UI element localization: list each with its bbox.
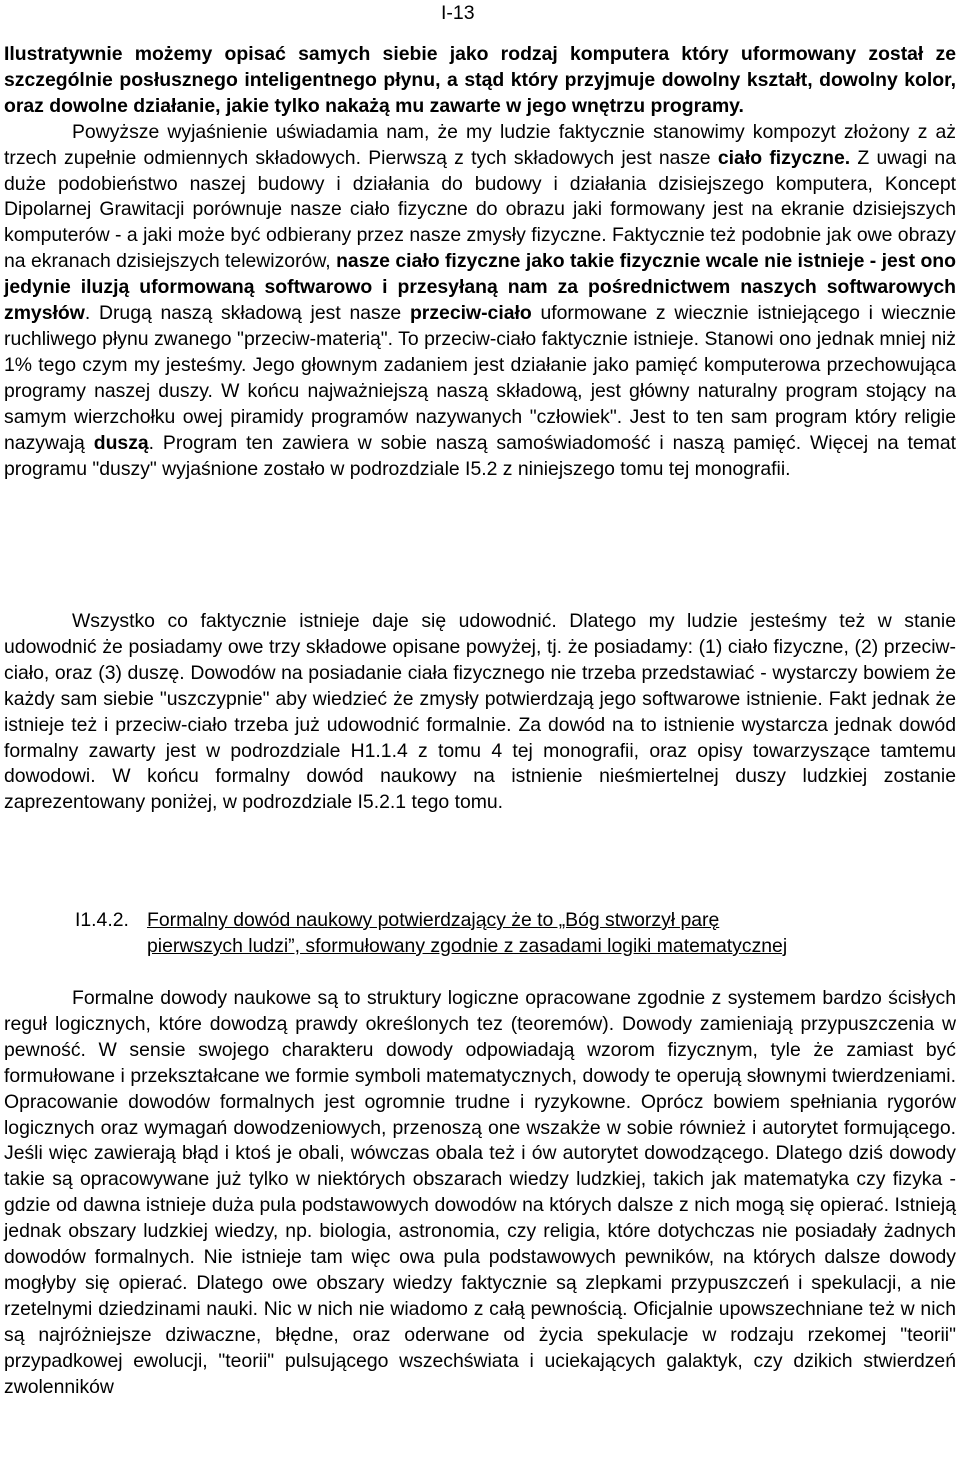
paragraph-illustrative	[4, 42, 956, 120]
section-heading	[75, 907, 955, 959]
paragraph-body	[4, 986, 956, 1401]
paragraph-formal-proofs	[4, 986, 956, 1401]
paragraph-intro	[4, 42, 956, 482]
text-counter-matter: uformowane z wiecznie istniejącego i wiecznie ruchliwego płynu zwanego "przeciw-materią". To przeciw-ciało faktycznie istnieje. Stanowi ono jednak mniej niż 1% tego czym my jesteśmy. Jego głownym zadaniem jest działanie jako pamięć komputerowa przechowująca programy naszej duszy. W końcu najważniejszą naszą składową, jest główny naturalny program stojący na samym wierzchołku owej piramidy programów nazywanych "człowiek". Jest to ten sam program który religie nazywają	[4, 302, 956, 454]
text-composite: Powyższe wyjaśnienie uświadamia nam, że my ludzie faktycznie stanowimy kompozyt złożony z aż trzech zupełnie odmiennych składowych. Pierwszą z tych składowych jest nasze	[4, 120, 956, 169]
section-number: I1.4.2.	[75, 909, 129, 931]
text-soul-program: . Program ten zawiera w sobie naszą samoświadomość i naszą pamięć. Więcej na temat programu "duszy" wyjaśnione zostało w podrozdziale I5.2 z niniejszego tomu tej monografii.	[4, 431, 956, 480]
text-formal-proofs: Formalne dowody naukowe są to struktury logiczne opracowane zgodnie z systemem bardzo ścisłych reguł logicznych, które dowodzą prawdy określonych tez (teoremów). Dowody zamieniają przypuszczenia w pewność. W sensie swojego charakteru dowody odpowiadają wzorom fizycznym, tyle że zamiast być formułowane i przekształcane we formie symboli matematycznych, dowody te operują słownymi twierdzeniami. Opracowanie dowodów formalnych jest ogromnie trudne i ryzykowne. Oprócz bowiem spełniania rygorów logicznych oraz wymagań dowodzeniowych, przenoszą one wszakże w sobie również i autorytet formującego. Jeśli więc zawierają błąd i ktoś je obali, wówczas obala też i ów autorytet dowodzącego. Dlatego dziś dowody takie są opracowywane już tylko w niektórych obszarach wiedzy ludzkiej, takich jak matematyka czy fizyka - gdzie od dawna istnieje duża pula podstawowych dowodów na których dalsze z nich mogą się opierać. Istnieją jednak obszary ludzkiej wiedzy, np. biologia, astronomia, czy religia, które dotychczas nie posiadały żadnych dowodów formalnych. Nie istnieje tam więc owa pula podstawowych pewników, na których dalsze dowody mogłyby się opierać. Dlatego owe obszary wiedzy faktycznie są zlepkami przypuszczeń i spekulacji, a nie rzetelnymi dziedzinami nauki. Nic w nich nie wiadomo z całą pewnością. Oficjalnie upowszechniane też w nich są najróżniejsze dziwaczne, błędne, oraz oderwane od życia spekulacje w rodzaju rzekomej "teorii" przypadkowej ewolucji, "teorii" pulsującego wszechświata i uciekających galaktyk, czy dzikich stwierdzeń zwolenników	[4, 987, 956, 1398]
text-comparison: Z uwagi na duże podobieństwo naszej budowy i działania do budowy i działania dzisiejszego komputera, Koncept Dipolarnej Grawitacji porównuje nasze ciało fizyczne do obrazu jaki formowany jest na ekranie dzisiejszych komputerów - a jaki może być odbierany przez nasze zmysły fizyczne. Faktycznie też podobnie jak owe obrazy na ekranach dzisiejszych telewizorów,	[4, 146, 956, 273]
paragraph-proof-existence	[4, 609, 956, 816]
bold-counter-body: przeciw-ciało	[409, 302, 532, 325]
page-number: I-13	[441, 2, 475, 24]
paragraph-body	[4, 609, 956, 816]
section-title-line1: Formalny dowód naukowy potwierdzający że to „Bóg stworzył parę	[147, 909, 720, 931]
section-title-line2: pierwszych ludzi”, sformułowany zgodnie z zasadami logiki matematycznej	[147, 935, 788, 957]
text-proof-existence: Wszystko co faktycznie istnieje daje się udowodnić. Dlatego my ludzie jesteśmy też w stanie udowodnić że posiadamy owe trzy składowe opisane powyżej, tj. że posiadamy: (1) ciało fizyczne, (2) przeciw-ciało, oraz (3) duszę. Dowodów na posiadanie ciała fizycznego nie trzeba przedstawiać - wystarczy bowiem że każdy sam siebie "uszczypnie" aby wiedzieć że zmysły potwierdzają jego softwarowe istnienie. Fakt jednak że istnieje też i przeciw-ciało trzeba już udowodnić formalnie. Za dowód na to istnienie wystarcza jednak dowód formalny zawarty jest w podrozdziale H1.1.4 z tomu 4 tej monografii, oraz opisy towarzyszące tamtemu dowodowi. W końcu formalny dowód naukowy na istnienie nieśmiertelnej duszy ludzkiej zostanie zaprezentowany poniżej, w podrozdziale I5.2.1 tego tomu.	[4, 610, 956, 814]
bold-soul: duszą	[93, 431, 149, 454]
bold-illusion-statement: nasze ciało fizyczne jako takie fizycznie wcale nie istnieje - jest ono jedynie iluzją uformowaną softwarowo i przesyłaną nam za pośrednictwem naszych softwarowych zmysłów	[4, 250, 956, 325]
bold-physical-body: ciało fizyczne.	[717, 146, 851, 169]
text-second-component: . Drugą naszą składową jest nasze	[84, 302, 410, 325]
paragraph-composite	[4, 120, 956, 483]
bold-intro-sentence: Ilustratywnie możemy opisać samych siebie jako rodzaj komputera który uformowany został ze szczególnie posłusznego inteligentnego płynu, a stąd który przyjmuje dowolny kształt, dowolny kolor, oraz dowolne działanie, jakie tylko nakażą mu zawarte w jego wnętrzu programy.	[4, 43, 956, 117]
section-title-line2-wrap	[75, 933, 955, 959]
